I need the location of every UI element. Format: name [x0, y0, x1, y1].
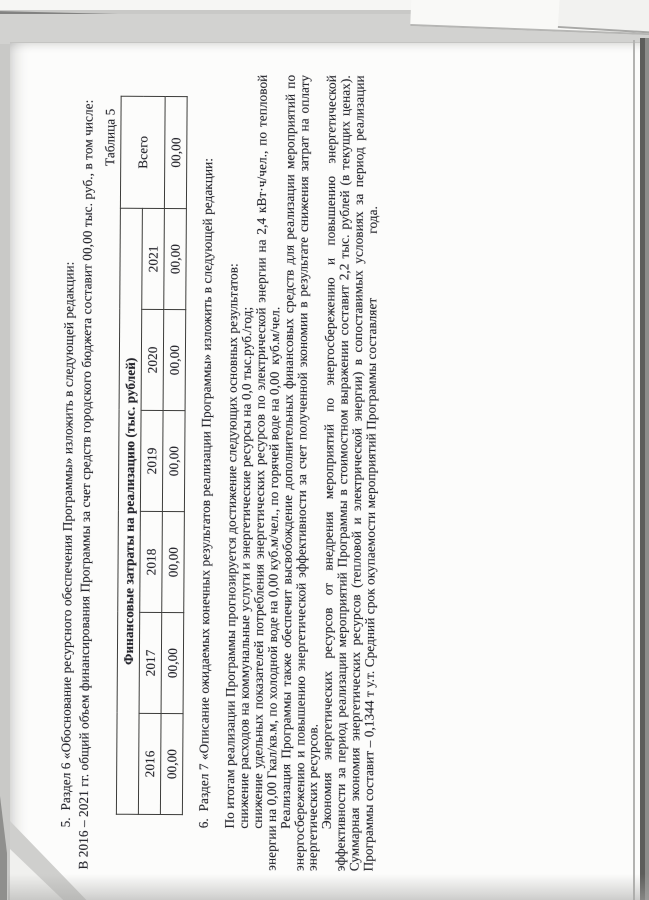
year-cell: 2020 — [141, 309, 164, 410]
page-bottom-shadow — [8, 874, 649, 900]
results-paragraph: Реализация Программы также обеспечит высвобождение дополнительных финансовых средств для реализации мероприятий по энергосбережению и повышению энергетической эффективности за счет полученной экономии в результате снижения затрат на оплату энергетических ресурсов. — [277, 74, 321, 872]
value-cell: 00,00 — [160, 713, 183, 814]
value-cell: 00,00 — [161, 612, 184, 713]
document-page — [10, 42, 647, 900]
table-values-row — [160, 96, 187, 814]
year-cell: 2019 — [140, 410, 163, 511]
value-cell: 00,00 — [162, 410, 185, 511]
finance-table — [116, 96, 188, 815]
page-corner-edge-sliver — [0, 796, 7, 900]
year-cell: 2016 — [138, 713, 161, 814]
results-paragraph-final-word: года. — [364, 205, 380, 234]
section5-heading: 5. Раздел 6 «Обоснование ресурсного обеспечения Программы» изложить в следующей редакции: — [57, 261, 77, 828]
total-label-cell: Всего — [120, 96, 165, 208]
year-cell: 2021 — [142, 208, 165, 309]
results-paragraph: снижение удельных показателей потребления энергетических ресурсов по электрической энергии на 2,4 кВт·ч/чел., по тепловой энергии на 0,00 Гкал/кв.м, по холодной воде на 0,00 куб.м/чел., по горячей воде на 0,00 куб.м/чел. — [249, 74, 282, 871]
results-paragraph-final-text: Экономия энергетических ресурсов от внедрения мероприятий по энергосбережению и повышению энергетической эффективности за период реализации мероприятий Программы в стоимостном выражении составит 2,2 тыс. рублей (в текущих ценах). Суммарная экономия энергетических ресурсов (тепловой и электрической энергии) в сопоставимых условиях за период реализации Программы составит – 0,1344 т у.т. Средний срок окупаемости мероприятий Программы составляет — [319, 75, 380, 872]
results-paragraph-final — [320, 75, 381, 871]
value-cell: 00,00 — [163, 309, 186, 410]
total-value-cell: 00,00 — [164, 96, 187, 208]
results-paragraph: По итогам реализации Программы прогнозируется достижение следующих основных результатов: — [221, 263, 241, 829]
results-paragraph: снижение расходов на коммунальные услуги и энергетические ресурсы на 0,0 тыс.руб./год; — [235, 306, 255, 829]
value-cell: 00,00 — [162, 511, 185, 612]
table-header-cell: Финансовые затраты на реализацию (тыс. рублей) — [116, 208, 142, 814]
page-right-edge-light — [633, 40, 635, 900]
section5-intro: В 2016 – 2021 гг. общий объем финансирования Программы за счет средств городского бюджета составит 00,00 тыс. руб., в том числе: — [75, 99, 96, 870]
document-content — [8, 43, 646, 900]
year-cell: 2018 — [140, 511, 163, 612]
year-cell: 2017 — [139, 612, 162, 713]
section6-heading: 6. Раздел 7 «Описание ожидаемых конечных результатов реализации Программы» изложить в следующей редакции: — [195, 157, 216, 829]
table-caption: Таблица 5 — [102, 108, 118, 166]
scan-right-border — [645, 38, 649, 900]
finance-table-zone — [98, 97, 188, 816]
value-cell: 00,00 — [164, 208, 187, 309]
